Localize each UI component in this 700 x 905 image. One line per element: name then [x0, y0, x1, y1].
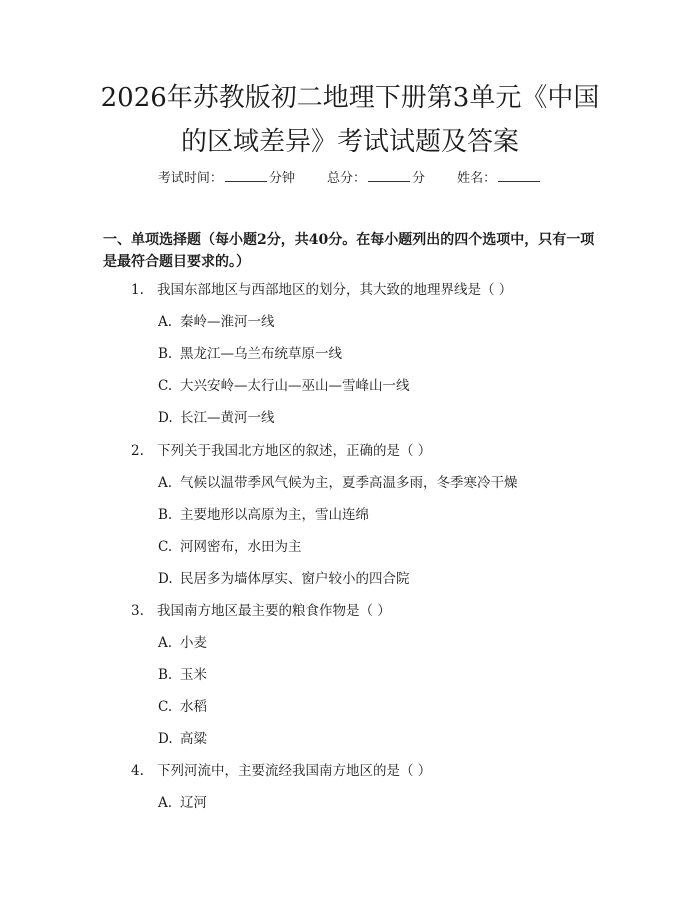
- option-text: 长江—黄河一线: [180, 410, 275, 426]
- option-letter: C.: [158, 378, 173, 394]
- option-text: 主要地形以高原为主，雪山连绵: [180, 507, 369, 523]
- question-1-option-a: [158, 312, 275, 332]
- option-text: 辽河: [180, 795, 207, 811]
- option-text: 玉米: [180, 667, 207, 683]
- option-letter: B.: [158, 667, 173, 683]
- option-letter: C.: [158, 539, 173, 555]
- question-1-option-c: [158, 376, 410, 396]
- option-letter: C.: [158, 699, 173, 715]
- option-text: 秦岭—淮河一线: [180, 314, 275, 330]
- question-2-option-d: [158, 569, 410, 589]
- option-text: 水稻: [180, 699, 207, 715]
- option-text: 河网密布，水田为主: [180, 539, 302, 555]
- question-2: [131, 441, 431, 461]
- question-3-option-b: [158, 665, 207, 685]
- score-blank: [368, 168, 410, 182]
- time-blank: [225, 168, 267, 182]
- option-text: 气候以温带季风气候为主，夏季高温多雨，冬季寒冷干燥: [180, 475, 518, 491]
- question-4: [131, 761, 431, 781]
- option-letter: A.: [158, 314, 173, 330]
- question-text: 下列关于我国北方地区的叙述，正确的是（ ）: [157, 443, 432, 459]
- question-text: 我国南方地区最主要的粮食作物是（ ）: [157, 603, 391, 619]
- page-title: [60, 76, 640, 164]
- question-3-option-c: [158, 697, 207, 717]
- option-text: 高粱: [180, 731, 207, 747]
- option-letter: A.: [158, 795, 173, 811]
- option-text: 民居多为墙体厚实、窗户较小的四合院: [180, 571, 410, 587]
- question-3-option-a: [158, 633, 207, 653]
- option-text: 黑龙江—乌兰布统草原一线: [180, 346, 342, 362]
- option-letter: B.: [158, 507, 173, 523]
- question-number: 2.: [131, 443, 144, 459]
- student-name: [457, 168, 542, 189]
- section-heading: 一、单项选择题（每小题2分，共40分。在每小题列出的四个选项中，只有一项是最符合题目要求的。）: [103, 232, 595, 270]
- question-number: 1.: [131, 282, 144, 298]
- question-number: 4.: [131, 763, 144, 779]
- question-text: 下列河流中，主要流经我国南方地区的是（ ）: [157, 763, 432, 779]
- question-1-option-b: [158, 344, 342, 364]
- exam-time: [158, 168, 295, 189]
- question-1-option-d: [158, 408, 275, 428]
- time-label: 考试时间：: [157, 171, 223, 186]
- option-letter: A.: [158, 635, 173, 651]
- score-label: 总分：: [326, 171, 366, 186]
- question-number: 3.: [131, 603, 144, 619]
- name-label: 姓名：: [457, 171, 497, 186]
- question-2-option-b: [158, 505, 369, 525]
- option-text: 大兴安岭—太行山—巫山—雪峰山一线: [180, 378, 410, 394]
- score-unit: 分: [412, 171, 426, 186]
- question-1: [131, 280, 512, 300]
- exam-meta: [0, 168, 700, 189]
- question-3-option-d: [158, 729, 207, 749]
- option-letter: D.: [158, 731, 173, 747]
- option-text: 小麦: [180, 635, 207, 651]
- option-letter: D.: [158, 571, 173, 587]
- total-score: [327, 168, 425, 189]
- option-letter: A.: [158, 475, 173, 491]
- title-line-2: 的区域差异》考试试题及答案: [180, 127, 519, 157]
- question-2-option-a: [158, 473, 518, 493]
- option-letter: D.: [158, 410, 173, 426]
- question-4-option-a: [158, 793, 207, 813]
- question-text: 我国东部地区与西部地区的划分，其大致的地理界线是（ ）: [157, 282, 513, 298]
- time-unit: 分钟: [268, 171, 295, 186]
- question-2-option-c: [158, 537, 302, 557]
- name-blank: [498, 168, 540, 182]
- question-3: [131, 601, 391, 621]
- option-letter: B.: [158, 346, 173, 362]
- title-line-1: 2026年苏教版初二地理下册第3单元《中国: [100, 83, 600, 113]
